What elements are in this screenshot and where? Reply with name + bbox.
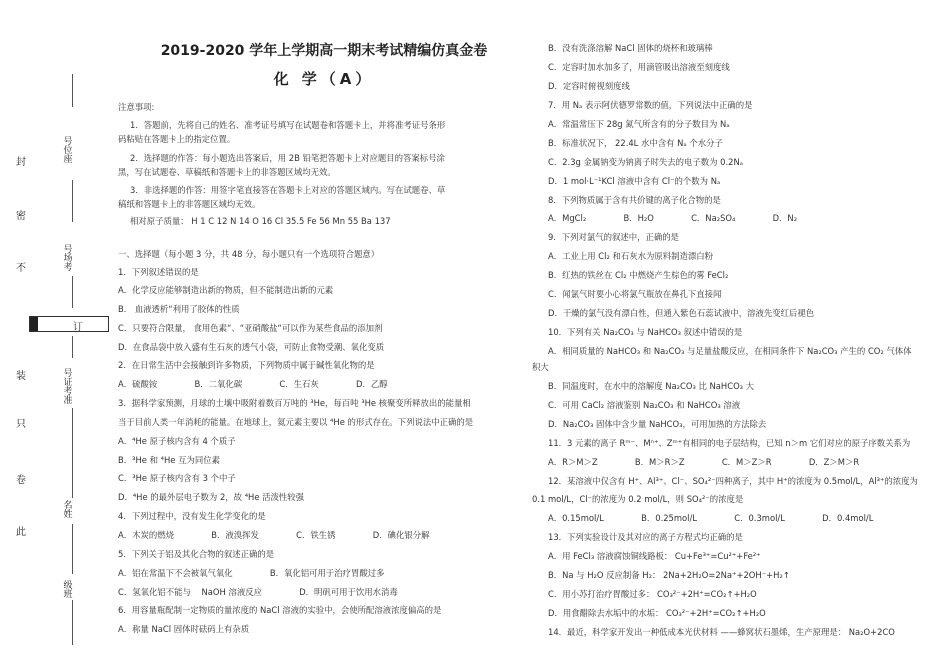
- option-row: A．R＞M＞Z B．M＞R＞Z C．M＞Z＞R D．Z＞M＞R: [548, 457, 860, 467]
- notes-heading: 注意事项:: [118, 102, 155, 112]
- binding-line: [72, 336, 73, 358]
- question: 2．在日常生活中会接触到许多物质，下列物质中属于碱性氧化物的是: [118, 360, 375, 370]
- option: A．化学反应能够制造出新的物质，但不能制造出新的元素: [118, 285, 334, 295]
- option: C．定容时加水加多了，用滴管吸出溶液至刻度线: [548, 62, 730, 72]
- binding-line: [72, 408, 73, 498]
- option: B．³He 和 ⁴He 互为同位素: [118, 455, 220, 465]
- option: B．没有洗涤溶解 NaCl 固体的烧杯和玻璃棒: [548, 43, 713, 53]
- seat-number-label: 号位座: [63, 137, 73, 165]
- class-label: 级班: [63, 581, 73, 600]
- ding-char: 订: [73, 322, 83, 333]
- seal-char: 装: [16, 371, 26, 382]
- note-line: 黑，写在试题卷、草稿纸和答题卡上的非答题区域均无效。: [118, 167, 336, 177]
- option: D．用食醋除去水垢中的水垢： CO₃²⁻+2H⁺=CO₂↑+H₂O: [548, 608, 766, 618]
- binding-line: [72, 74, 73, 107]
- note-line: 3．非选择题的作答：用签字笔直接答在答题卡上对应的答题区域内。写在试题卷、草: [130, 185, 446, 195]
- option: A．⁴He 原子核内含有 4 个质子: [118, 436, 236, 446]
- option: A．称量 NaCl 固体时砝码上有杂质: [118, 624, 250, 634]
- option: C．闻氯气时要小心将氯气瓶放在鼻孔下直接闻: [548, 289, 722, 299]
- seal-char: 只: [16, 419, 26, 430]
- question: 8．下列物质属于含有共价键的离子化合物的是: [548, 195, 721, 205]
- option: B． 血液透析“利用了胶体的性质: [118, 304, 240, 314]
- seal-char: 不: [16, 263, 26, 274]
- binding-line: [72, 600, 73, 645]
- seal-char: 封: [16, 157, 26, 168]
- option: D．干燥的氯气没有漂白性，但通入紫色石蕊试液中，溶液先变红后褪色: [548, 308, 815, 318]
- binding-margin: [0, 0, 115, 672]
- question: 4．下列过程中，没有发生化学变化的是: [118, 511, 266, 521]
- admission-number-label: 号证考准: [63, 369, 73, 406]
- question: 当于目前人类一年消耗的能量。在地球上，氦元素主要以 ⁴He 的形式存在。下列说法中正确的是: [118, 417, 474, 427]
- option-row: A．MgCl₂ B．H₂O C．Na₂SO₄ D．N₂: [548, 213, 798, 223]
- option: A．相同质量的 NaHCO₃ 和 Na₂CO₃ 与足量盐酸反应，在相同条件下 Na₂CO₃ 产生的 CO₂ 气体体: [548, 346, 912, 356]
- option: B．标准状况下， 22.4L 水中含有 Nₐ 个水分子: [548, 138, 723, 148]
- binding-line: [72, 276, 73, 308]
- ding-bar: [30, 317, 38, 331]
- exam-title: 2019-2020 学年上学期高一期末考试精编仿真金卷: [160, 43, 488, 59]
- question: 12．某溶液中仅含有 H⁺、Al³⁺、Cl⁻、SO₄²⁻四种离子，其中 H⁺的浓度为 0.5mol/L，Al³⁺的浓度为: [548, 476, 918, 486]
- option: C．用小苏打治疗胃酸过多： CO₃²⁻+2H⁺=CO₂↑+H₂O: [548, 589, 757, 599]
- question: 9．下列对氯气的叙述中，正确的是: [548, 232, 679, 242]
- option: C．2.3g 金属钠变为钠离子时失去的电子数为 0.2Nₐ: [548, 157, 744, 167]
- option: D．1 mol·L⁻¹KCl 溶液中含有 Cl⁻的个数为 Nₐ: [548, 176, 721, 186]
- ding-marker: [29, 316, 109, 332]
- atomic-mass-line: 相对原子质量： H 1 C 12 N 14 O 16 Cl 35.5 Fe 56 Mn 55 Ba 137: [130, 216, 391, 226]
- option: A．工业上用 Cl₂ 和石灰水为原料制造漂白粉: [548, 251, 713, 261]
- note-line: 稿纸和答题卡上的非答题区域均无效。: [118, 199, 261, 209]
- option: D．⁴He 的最外层电子数为 2，故 ⁴He 活泼性较强: [118, 492, 305, 502]
- seal-char: 密: [16, 211, 26, 222]
- option-row: A．硫酸铵 B．二氧化碳 C．生石灰 D．乙醇: [118, 379, 388, 389]
- question-continuation: 0.1 mol/L，Cl⁻的浓度为 0.2 mol/L，则 SO₄²⁻的浓度是: [532, 494, 744, 504]
- question: 11．3 元素的离子 Rᵐ⁻、Mⁿ⁺、Zᵐ⁺有相同的电子层结构，已知 n＞m 它们对应的原子序数关系为: [548, 438, 911, 448]
- option: C．可用 CaCl₂ 溶液鉴别 Na₂CO₃ 和 NaHCO₃ 溶液: [548, 400, 741, 410]
- question: 13．下列实验设计及其对应的离子方程式均正确的是: [548, 532, 743, 542]
- option: A．用 FeCl₃ 溶液腐蚀铜线路板： Cu+Fe³⁺=Cu²⁺+Fe²⁺: [548, 551, 761, 561]
- option-row: C．氢氧化铝不能与 NaOH 溶液反应 D．明矾可用于饮用水消毒: [118, 587, 398, 597]
- option: B．红热的铁丝在 Cl₂ 中燃烧产生棕色的雾 FeCl₂: [548, 270, 729, 280]
- option: D．Na₂CO₃ 固体中含少量 NaHCO₃，可用加热的方法除去: [548, 419, 767, 429]
- exam-subtitle: 化 学（A）: [273, 70, 375, 88]
- question: 1．下列叙述错误的是: [118, 267, 199, 277]
- question: 6．用容量瓶配制一定物质的量浓度的 NaCl 溶液的实验中，会使所配溶液浓度偏高的是: [118, 605, 442, 615]
- question: 5．下列关于铝及其化合物的叙述正确的是: [118, 549, 275, 559]
- seal-char: 卷: [16, 475, 26, 486]
- exam-room-label: 号场考: [63, 245, 73, 273]
- option-continuation: 积大: [532, 362, 549, 372]
- option-row: A．木炭的燃烧 B．液溴挥发 C．铁生锈 D．碘化银分解: [118, 530, 430, 540]
- option: B．同温度时，在水中的溶解度 Na₂CO₃ 比 NaHCO₃ 大: [548, 381, 755, 391]
- option: D．在食品袋中放入盛有生石灰的透气小袋，可防止食物受潮、氧化变质: [118, 342, 385, 352]
- option-row: A．0.15mol/L B．0.25mol/L C．0.3mol/L D．0.4mol/L: [548, 513, 874, 523]
- question: 7．用 Nₐ 表示阿伏德罗常数的值，下列说法中正确的是: [548, 100, 753, 110]
- note-line: 2．选择题的作答：每小题选出答案后，用 2B 铅笔把答题卡上对应题目的答案标号涂: [130, 153, 445, 163]
- option: B．Na 与 H₂O 反应制备 H₂： 2Na+2H₂O=2Na⁺+2OH⁻+H₂↑: [548, 570, 790, 580]
- option: C．³He 原子核内含有 3 个中子: [118, 473, 236, 483]
- option: C．只要符合限量， 食用色素“、“亚硝酸盐“可以作为某些食品的添加剂: [118, 323, 383, 333]
- option-row: A．铝在常温下不会被氧气氧化 B．氧化铝可用于治疗胃酸过多: [118, 568, 385, 578]
- section-heading: 一、选择题（每小题 3 分，共 48 分，每小题只有一个选项符合题意）: [118, 249, 380, 259]
- binding-line: [72, 180, 73, 222]
- note-line: 1．答题前，先将自己的姓名、准考证号填写在试题卷和答题卡上，并将准考证号条形: [130, 120, 446, 130]
- question: 14．最近，科学家开发出一种低成本光伏材料 ——蜂窝状石墨烯，生产原理是： Na₂O+2CO: [548, 627, 895, 637]
- binding-line: [72, 524, 73, 574]
- option: D．定容时俯视刻度线: [548, 81, 630, 91]
- question: 10．下列有关 Na₂CO₃ 与 NaHCO₃ 叙述中错误的是: [548, 327, 743, 337]
- option: A．常温常压下 28g 氮气所含有的分子数目为 Nₐ: [548, 119, 730, 129]
- name-label: 名姓: [63, 501, 73, 520]
- note-line: 码粘贴在答题卡上的指定位置。: [118, 134, 236, 144]
- seal-char: 此: [16, 527, 26, 538]
- question: 3．据科学家预测，月球的土壤中吸附着数百万吨的 ³He，每百吨 ³He 核聚变所释放出的能量相: [118, 398, 471, 408]
